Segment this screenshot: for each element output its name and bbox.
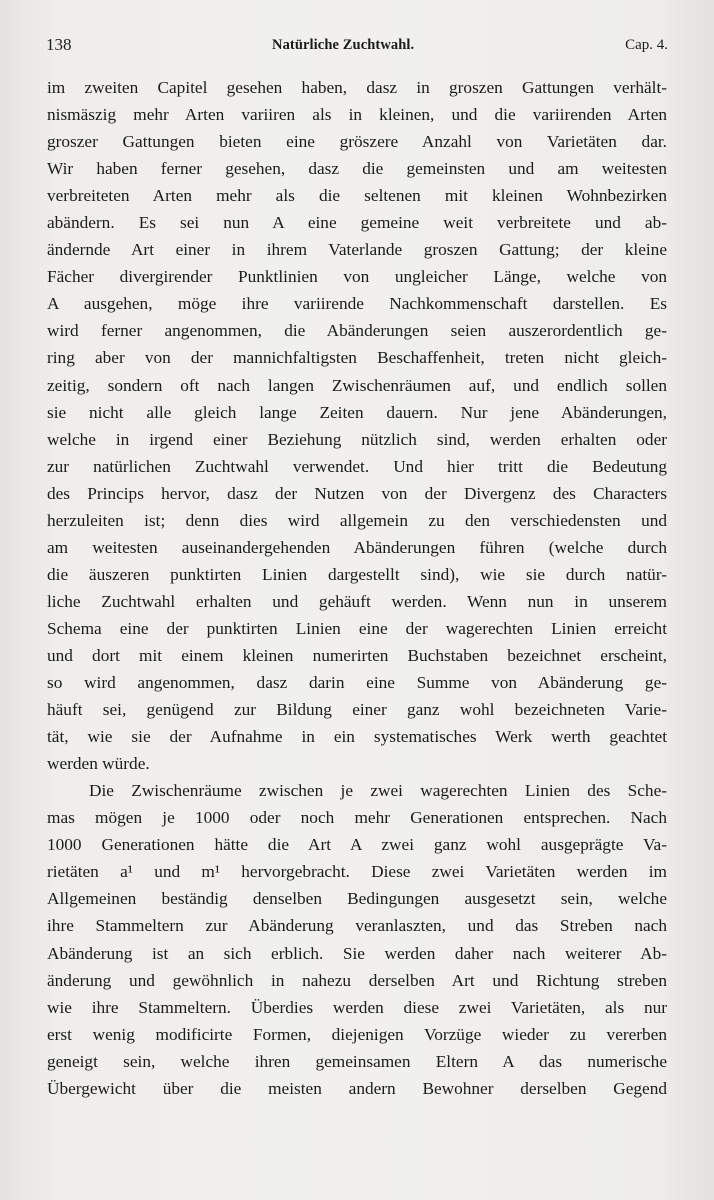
page-number: 138 xyxy=(46,35,72,54)
text-line: welche in irgend einer Beziehung nützlich sind, werden erhalten oder xyxy=(47,429,667,449)
body-text xyxy=(47,74,667,1102)
text-line: A ausgehen, möge ihre variirende Nachkommenschaft darstellen. Es xyxy=(47,294,667,314)
text-line: herzuleiten ist; denn dies wird allgemein zu den verschiedensten und xyxy=(47,510,667,530)
text-line: so wird angenommen, dasz darin eine Summe von Abänderung ge- xyxy=(47,673,667,693)
text-line: ihre Stammeltern zur Abänderung veranlaszten, und das Streben nach xyxy=(47,916,667,936)
text-line: Fächer divergirender Punktlinien von ungleicher Länge, welche von xyxy=(47,267,667,287)
text-line: werden würde. xyxy=(47,754,150,774)
text-line: nismäszig mehr Arten variiren als in kleinen, und die variirenden Arten xyxy=(47,105,667,125)
text-line: geneigt sein, welche ihren gemeinsamen Eltern A das numerische xyxy=(47,1051,667,1071)
text-line: liche Zuchtwahl erhalten und gehäuft werden. Wenn nun in unserem xyxy=(47,591,667,611)
text-line: mas mögen je 1000 oder noch mehr Generationen entsprechen. Nach xyxy=(47,808,667,828)
running-title: Natürliche Zuchtwahl. xyxy=(272,37,415,53)
chapter-label: Cap. 4. xyxy=(625,37,668,53)
running-head xyxy=(46,32,668,58)
paragraph xyxy=(47,777,667,1102)
text-line: tät, wie sie der Aufnahme in ein systematisches Werk werth geachtet xyxy=(47,727,667,747)
text-line: abändern. Es sei nun A eine gemeine weit verbreitete und ab- xyxy=(47,213,667,233)
text-line: sie nicht alle gleich lange Zeiten dauern. Nur jene Abänderungen, xyxy=(47,402,667,422)
text-line: verbreiteten Arten mehr als die seltenen mit kleinen Wohnbezirken xyxy=(47,186,667,206)
text-line: die äuszeren punktirten Linien dargestellt sind), wie sie durch natür- xyxy=(47,564,667,584)
text-line: im zweiten Capitel gesehen haben, dasz in groszen Gattungen verhält- xyxy=(47,78,667,97)
text-line: Allgemeinen beständig denselben Bedingungen ausgesetzt sein, welche xyxy=(47,889,667,909)
text-line: ring aber von der mannichfaltigsten Beschaffenheit, treten nicht gleich- xyxy=(47,348,667,368)
text-line: Wir haben ferner gesehen, dasz die gemeinsten und am weitesten xyxy=(47,159,667,179)
text-line: Schema eine der punktirten Linien eine der wagerechten Linien erreicht xyxy=(47,618,667,638)
text-line: änderung und gewöhnlich in nahezu derselben Art und Richtung streben xyxy=(47,970,667,990)
text-line: erst wenig modificirte Formen, diejenigen Vorzüge wieder zu vererben xyxy=(47,1024,667,1044)
text-line: Die Zwischenräume zwischen je zwei wagerechten Linien des Sche- xyxy=(89,781,667,801)
text-line: wird ferner angenommen, die Abänderungen seien auszerordentlich ge- xyxy=(47,321,667,341)
text-line: zeitig, sondern oft nach langen Zwischenräumen auf, und endlich sollen xyxy=(47,375,667,395)
text-line: rietäten a¹ und m¹ hervorgebracht. Diese zwei Varietäten werden im xyxy=(47,862,667,882)
text-line: häuft sei, genügend zur Bildung einer ganz wohl bezeichneten Varie- xyxy=(47,700,667,720)
text-line: und dort mit einem kleinen numerirten Buchstaben bezeichnet erscheint, xyxy=(47,645,667,665)
text-line: des Princips hervor, dasz der Nutzen von der Divergenz des Characters xyxy=(47,483,667,503)
text-line: am weitesten auseinandergehenden Abänderungen führen (welche durch xyxy=(47,537,667,557)
text-line: zur natürlichen Zuchtwahl verwendet. Und hier tritt die Bedeutung xyxy=(47,456,667,476)
text-line: groszer Gattungen bieten eine gröszere Anzahl von Varietäten dar. xyxy=(47,132,667,152)
paragraph xyxy=(47,74,667,777)
text-line: Abänderung ist an sich erblich. Sie werden daher nach weiterer Ab- xyxy=(47,943,667,963)
text-line: Übergewicht über die meisten andern Bewohner derselben Gegend xyxy=(47,1078,667,1098)
text-line: wie ihre Stammeltern. Überdies werden diese zwei Varietäten, als nur xyxy=(47,997,667,1017)
text-line: 1000 Generationen hätte die Art A zwei ganz wohl ausgeprägte Va- xyxy=(47,835,667,855)
text-line: ändernde Art einer in ihrem Vaterlande groszen Gattung; der kleine xyxy=(47,240,667,260)
